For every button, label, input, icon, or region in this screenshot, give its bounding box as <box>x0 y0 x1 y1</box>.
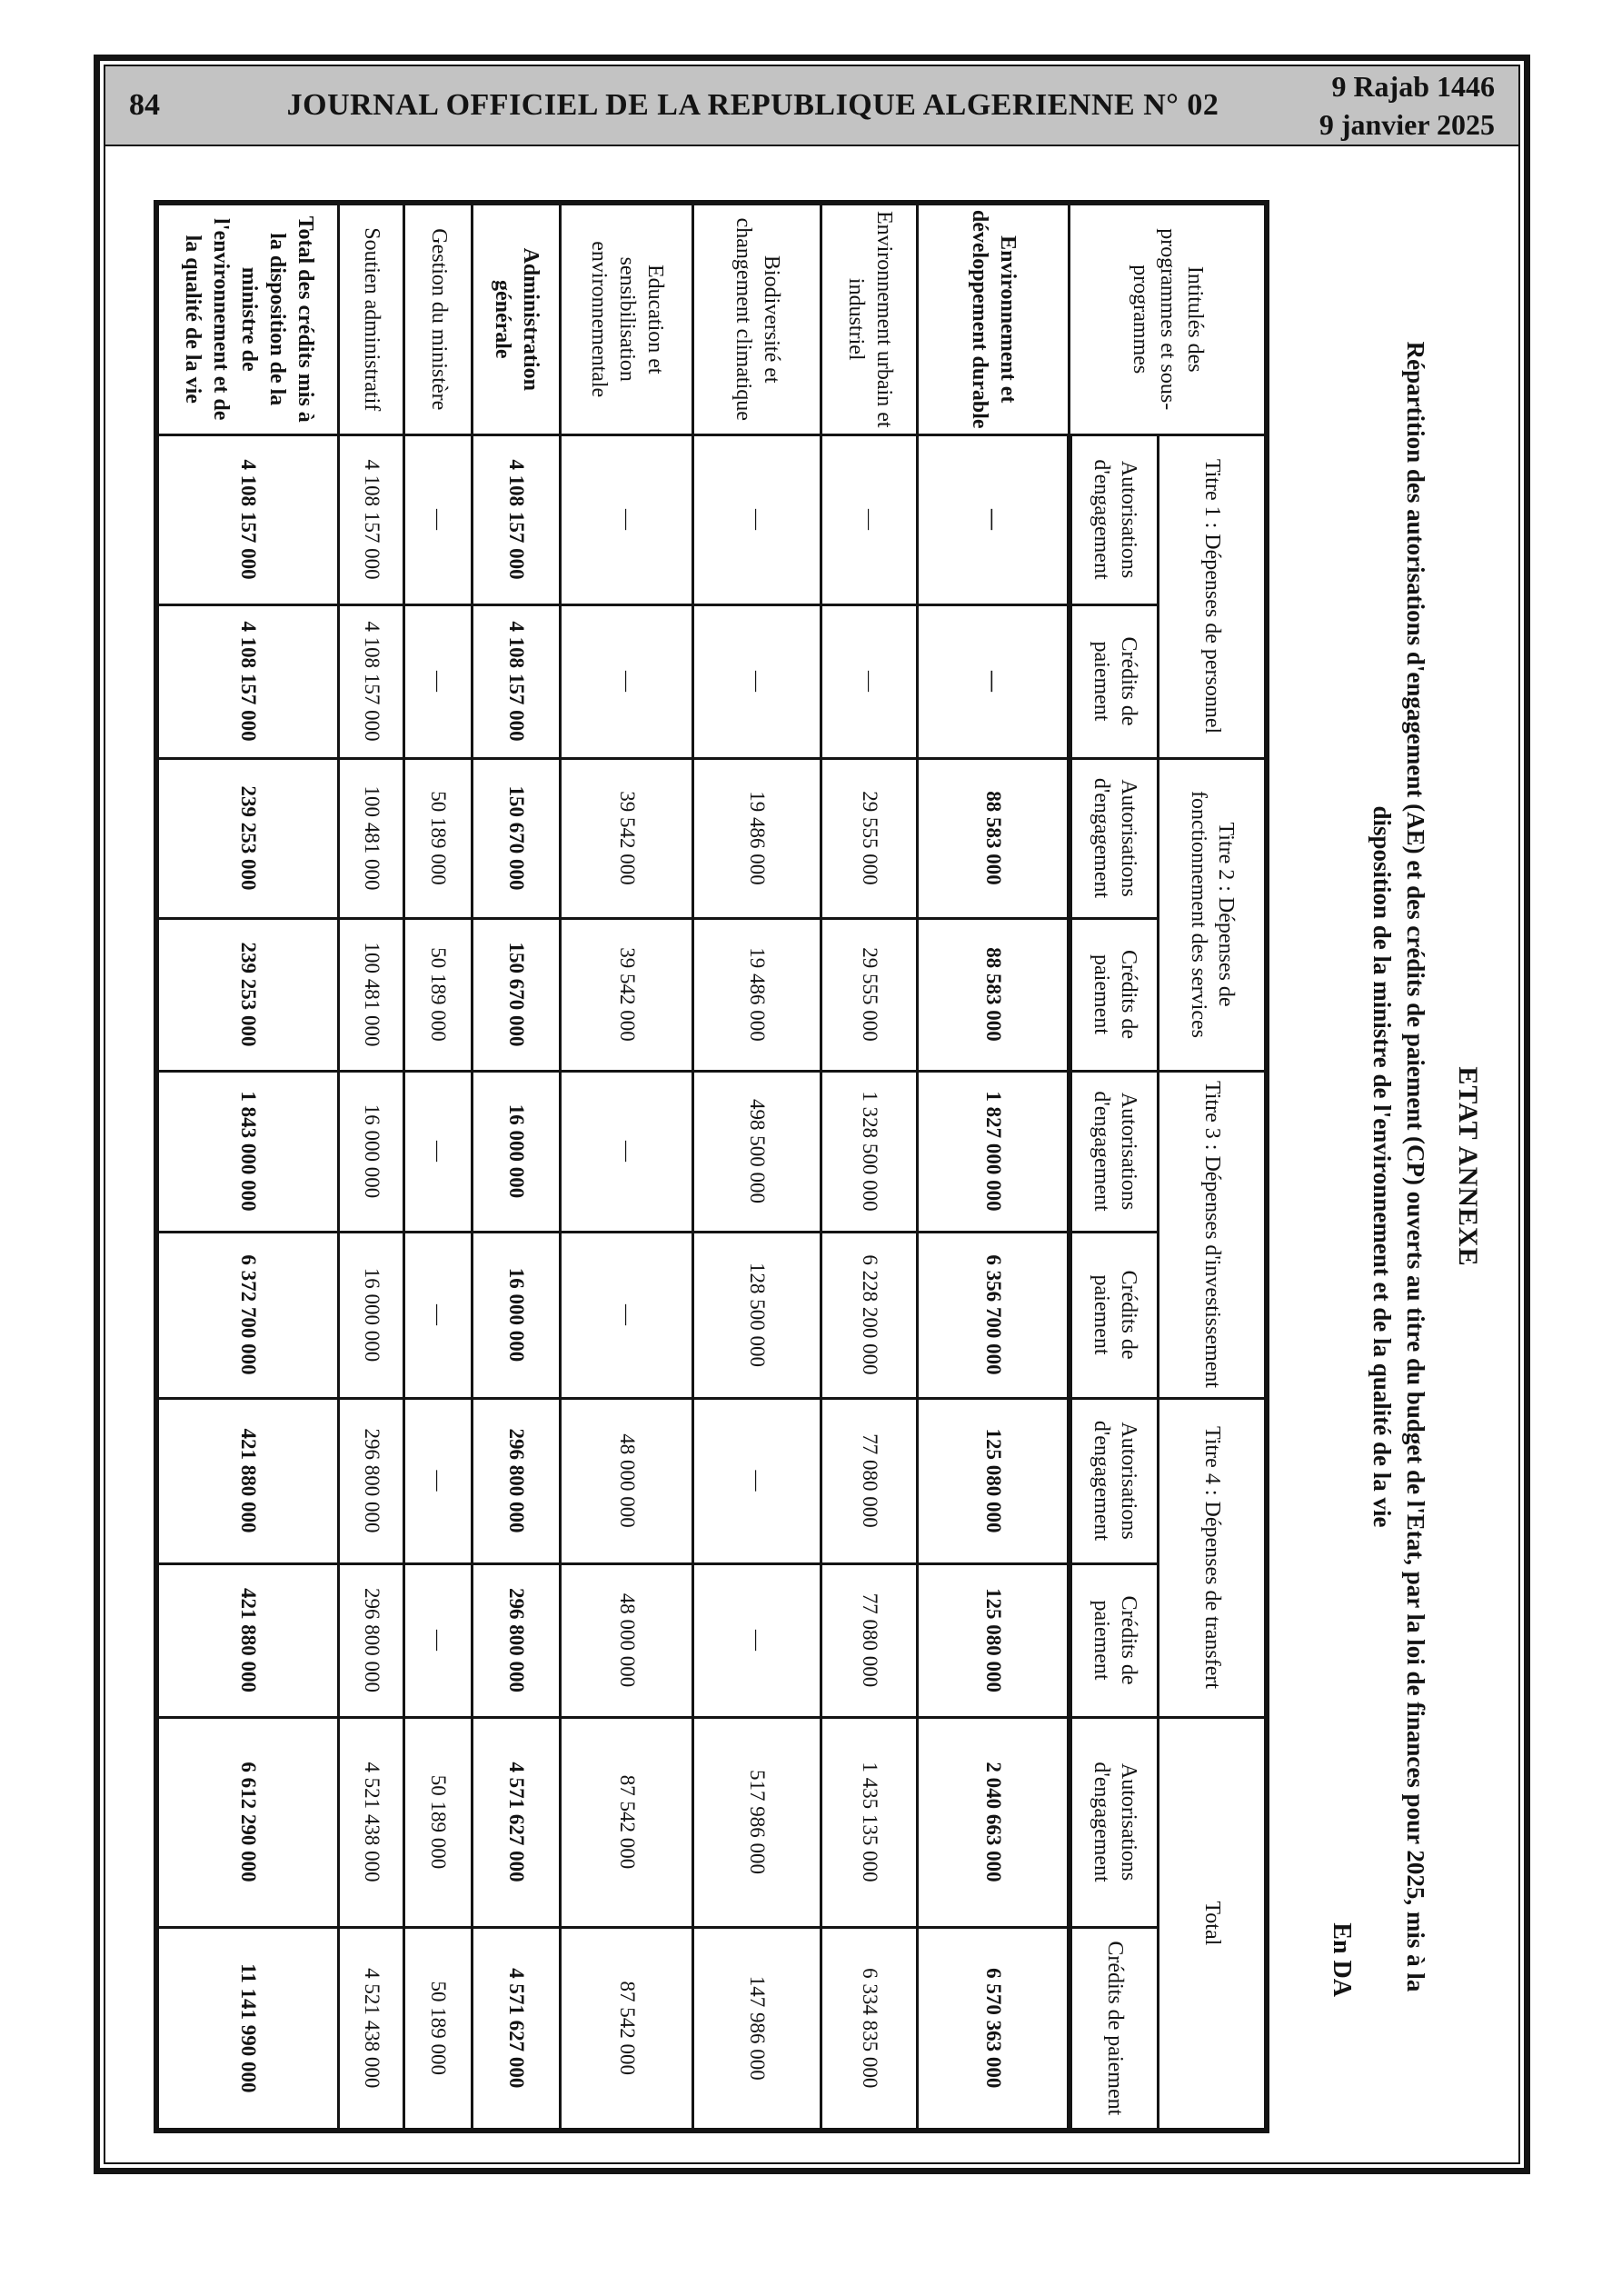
value-cell: 296 800 000 <box>339 1563 404 1717</box>
value-cell: 29 555 000 <box>821 758 918 918</box>
sub-header-ae: Autorisations d'engagement <box>1070 1717 1159 1927</box>
value-cell: 6 356 700 000 <box>918 1232 1070 1398</box>
value-cell: 4 108 157 000 <box>339 604 404 758</box>
row-label: Biodiversité et changement climatique <box>693 203 821 434</box>
value-cell: 50 189 000 <box>404 1717 473 1927</box>
value-cell: 125 080 000 <box>918 1398 1070 1563</box>
value-cell: 50 189 000 <box>404 918 473 1071</box>
value-cell: 77 080 000 <box>821 1563 918 1717</box>
value-cell: 19 486 000 <box>693 758 821 918</box>
value-cell: 48 000 000 <box>561 1398 693 1563</box>
group-header-titre1: Titre 1 : Dépenses de personnel <box>1159 434 1267 758</box>
table-head <box>1070 203 1267 2131</box>
table-row <box>821 203 918 2131</box>
value-cell: 1 435 135 000 <box>821 1717 918 1927</box>
value-cell: 16 000 000 <box>339 1232 404 1398</box>
table-row <box>693 203 821 2131</box>
value-cell: 100 481 000 <box>339 918 404 1071</box>
value-cell: 517 986 000 <box>693 1717 821 1927</box>
value-cell: 6 570 363 000 <box>918 1927 1070 2131</box>
value-cell: — <box>693 1563 821 1717</box>
value-cell: 296 800 000 <box>339 1398 404 1563</box>
value-cell: — <box>404 604 473 758</box>
value-cell: 498 500 000 <box>693 1071 821 1232</box>
value-cell: — <box>404 434 473 604</box>
value-cell: — <box>693 434 821 604</box>
value-cell: — <box>404 1071 473 1232</box>
value-cell: 4 521 438 000 <box>339 1927 404 2131</box>
value-cell: 150 670 000 <box>473 918 561 1071</box>
sub-header-cp: Crédits de paiement <box>1070 604 1159 758</box>
row-label: Environnement et développement durable <box>918 203 1070 434</box>
value-cell: 4 571 627 000 <box>473 1927 561 2131</box>
annex-subtitle-line2: disposition de la ministre de l'environnement et de la qualité de la vie <box>1368 805 1396 1528</box>
masthead <box>105 66 1518 146</box>
value-cell: 4 108 157 000 <box>339 434 404 604</box>
value-cell: 50 189 000 <box>404 1927 473 2131</box>
sub-header-row <box>1070 203 1159 2131</box>
value-cell: 4 108 157 000 <box>156 434 339 604</box>
table-row <box>339 203 404 2131</box>
value-cell: — <box>693 604 821 758</box>
value-cell: 4 571 627 000 <box>473 1717 561 1927</box>
journal-title: JOURNAL OFFICIEL DE LA REPUBLIQUE ALGERIENNE N° 02 <box>286 88 1219 122</box>
value-cell: — <box>404 1232 473 1398</box>
value-cell: 88 583 000 <box>918 918 1070 1071</box>
value-cell: 100 481 000 <box>339 758 404 918</box>
value-cell: — <box>918 604 1070 758</box>
table-row <box>404 203 473 2131</box>
value-cell: — <box>918 434 1070 604</box>
value-cell: — <box>404 1563 473 1717</box>
value-cell: 19 486 000 <box>693 918 821 1071</box>
value-cell: 125 080 000 <box>918 1563 1070 1717</box>
value-cell: 2 040 663 000 <box>918 1717 1070 1927</box>
value-cell: 147 986 000 <box>693 1927 821 2131</box>
col-header-intitules: Intitulés des programmes et sous-programmes <box>1070 203 1267 434</box>
value-cell: 16 000 000 <box>473 1071 561 1232</box>
sub-header-cp: Crédits de paiement <box>1070 1927 1159 2131</box>
value-cell: 1 827 000 000 <box>918 1071 1070 1232</box>
row-label: Gestion du ministère <box>404 203 473 434</box>
value-cell: — <box>561 604 693 758</box>
value-cell: 39 542 000 <box>561 758 693 918</box>
annex-subtitle-line1: Répartition des autorisations d'engagement (AE) et des crédits de paiement (CP) ouverts au titre du budget de l'Etat, par la loi de finances pour 2025, mis à la <box>1402 341 1429 1992</box>
value-cell: 6 334 835 000 <box>821 1927 918 2131</box>
page-number: 84 <box>129 88 160 122</box>
value-cell: 421 880 000 <box>156 1563 339 1717</box>
value-cell: 6 372 700 000 <box>156 1232 339 1398</box>
row-label: Total des crédits mis à la disposition de la ministre de l'environnement et de la qualité de la vie <box>156 203 339 434</box>
sub-header-ae: Autorisations d'engagement <box>1070 758 1159 918</box>
value-cell: 77 080 000 <box>821 1398 918 1563</box>
value-cell: 296 800 000 <box>473 1563 561 1717</box>
value-cell: — <box>561 1232 693 1398</box>
sub-header-cp: Crédits de paiement <box>1070 1232 1159 1398</box>
value-cell: 48 000 000 <box>561 1563 693 1717</box>
sub-header-ae: Autorisations d'engagement <box>1070 1071 1159 1232</box>
sub-header-cp: Crédits de paiement <box>1070 1563 1159 1717</box>
value-cell: 296 800 000 <box>473 1398 561 1563</box>
value-cell: 239 253 000 <box>156 918 339 1071</box>
annex-subtitle <box>1365 200 1432 2133</box>
value-cell: — <box>561 1071 693 1232</box>
value-cell: 50 189 000 <box>404 758 473 918</box>
value-cell: 39 542 000 <box>561 918 693 1071</box>
value-cell: 16 000 000 <box>473 1232 561 1398</box>
table-body <box>156 203 1070 2131</box>
value-cell: 239 253 000 <box>156 758 339 918</box>
value-cell: 87 542 000 <box>561 1927 693 2131</box>
value-cell: — <box>404 1398 473 1563</box>
value-cell: 421 880 000 <box>156 1398 339 1563</box>
group-header-titre4: Titre 4 : Dépenses de transfert <box>1159 1398 1267 1717</box>
group-header-titre2: Titre 2 : Dépenses de fonctionnement des services <box>1159 758 1267 1071</box>
row-label: Administration générale <box>473 203 561 434</box>
value-cell: 6 612 290 000 <box>156 1717 339 1927</box>
row-label: Soutien administratif <box>339 203 404 434</box>
value-cell: — <box>821 434 918 604</box>
row-label: Education et sensibilisation environnementale <box>561 203 693 434</box>
group-header-total: Total <box>1159 1717 1267 2131</box>
value-cell: 4 108 157 000 <box>473 604 561 758</box>
sub-header-ae: Autorisations d'engagement <box>1070 1398 1159 1563</box>
sub-header-cp: Crédits de paiement <box>1070 918 1159 1071</box>
group-header-row <box>1159 203 1267 2131</box>
value-cell: 4 108 157 000 <box>156 604 339 758</box>
value-cell: 1 843 000 000 <box>156 1071 339 1232</box>
credits-table <box>154 200 1269 2133</box>
value-cell: — <box>821 604 918 758</box>
value-cell: 128 500 000 <box>693 1232 821 1398</box>
value-cell: 1 328 500 000 <box>821 1071 918 1232</box>
value-cell: 87 542 000 <box>561 1717 693 1927</box>
group-header-titre3: Titre 3 : Dépenses d'investissement <box>1159 1071 1267 1398</box>
value-cell: 6 228 200 000 <box>821 1232 918 1398</box>
table-row <box>561 203 693 2131</box>
annex-header <box>1269 200 1516 2133</box>
date-hijri: 9 Rajab 1446 <box>1331 70 1495 103</box>
issue-dates <box>1277 67 1495 144</box>
value-cell: 11 141 990 000 <box>156 1927 339 2131</box>
value-cell: 29 555 000 <box>821 918 918 1071</box>
value-cell: 150 670 000 <box>473 758 561 918</box>
value-cell: — <box>693 1398 821 1563</box>
sub-header-ae: Autorisations d'engagement <box>1070 434 1159 604</box>
rotated-annex-sheet <box>155 200 1516 2133</box>
date-gregorian: 9 janvier 2025 <box>1318 108 1495 141</box>
value-cell: 16 000 000 <box>339 1071 404 1232</box>
currency-note: En DA <box>1328 1922 1356 1997</box>
value-cell: — <box>561 434 693 604</box>
value-cell: 4 108 157 000 <box>473 434 561 604</box>
value-cell: 88 583 000 <box>918 758 1070 918</box>
annex-title: ETAT ANNEXE <box>1453 1066 1483 1267</box>
table-row <box>473 203 561 2131</box>
table-row <box>918 203 1070 2131</box>
value-cell: 4 521 438 000 <box>339 1717 404 1927</box>
table-row <box>156 203 339 2131</box>
row-label: Environnement urbain et industriel <box>821 203 918 434</box>
